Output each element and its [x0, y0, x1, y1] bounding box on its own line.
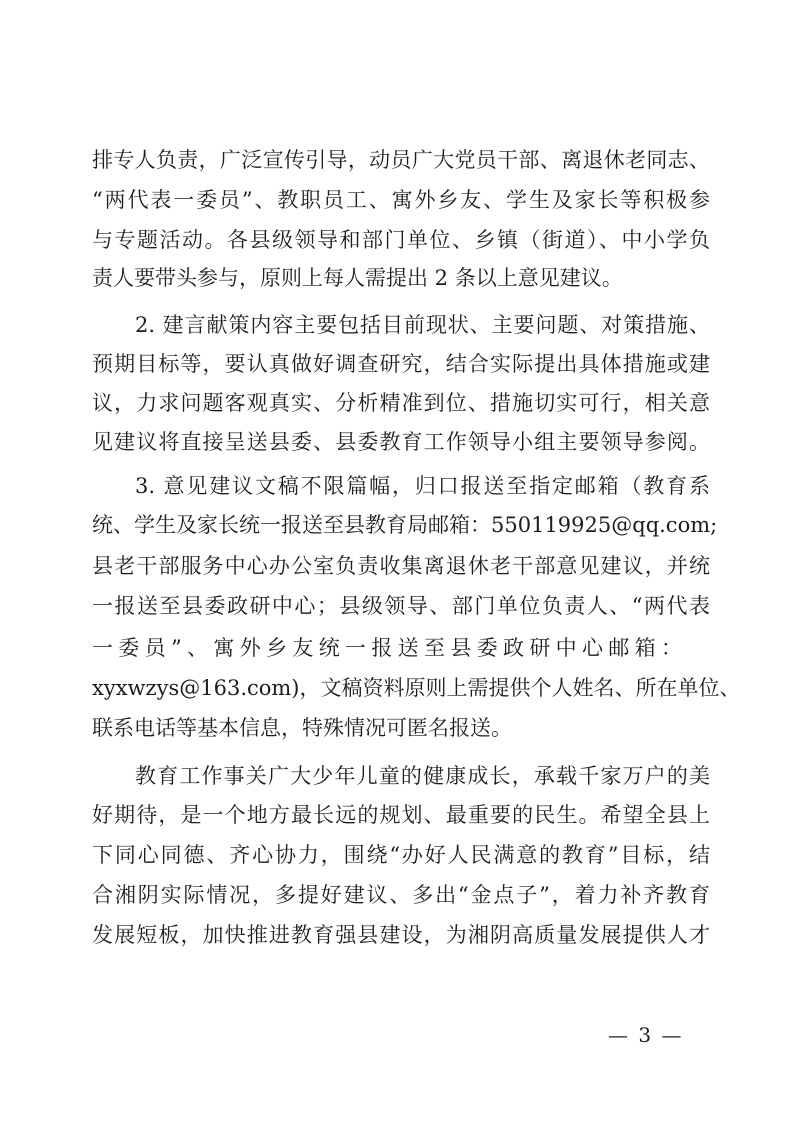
item-2-text-line: 2. 建言献策内容主要包括目前现状、主要问题、对策措施、	[135, 313, 710, 337]
page-number: — 3 —	[608, 1023, 684, 1047]
body-text-line: 排专人负责，广泛宣传引导，动员广大党员干部、离退休老同志、	[92, 148, 710, 172]
body-text-line: 合湘阴实际情况，多提好建议、多出“金点子”，着力补齐教育	[92, 883, 710, 907]
body-text-line: 下同心同德、齐心协力，围绕“办好人民满意的教育”目标，结	[92, 843, 710, 867]
body-text-line: 责人要带头参与，原则上每人需提出 2 条以上意见建议。	[92, 266, 623, 290]
body-text-line: 县老干部服务中心办公室负责收集离退休老干部意见建议，并统	[92, 554, 710, 578]
body-text-line: 好期待，是一个地方最长远的规划、最重要的民生。希望全县上	[92, 803, 710, 827]
body-text-line: xyxwzys@163.com)，文稿资料原则上需提供个人姓名、所在单位、	[92, 676, 741, 700]
body-text-line: 与专题活动。各县级领导和部门单位、乡镇（街道）、中小学负	[92, 228, 710, 252]
body-text-line: 预期目标等，要认真做好调查研究，结合实际提出具体措施或建	[92, 352, 710, 376]
body-text-line: 发展短板，加快推进教育强县建设，为湘阴高质量发展提供人才	[92, 923, 710, 947]
body-text-line: “两代表一委员”、教职员工、寓外乡友、学生及家长等积极参	[92, 188, 710, 212]
body-text-line: 一报送至县委政研中心；县级领导、部门单位负责人、“两代表	[92, 594, 710, 618]
body-text-line: 见建议将直接呈送县委、县委教育工作领导小组主要领导参阅。	[92, 430, 710, 454]
item-3-text-line: 3. 意见建议文稿不限篇幅，归口报送至指定邮箱（教育系	[135, 474, 710, 498]
closing-paragraph-line: 教育工作事关广大少年儿童的健康成长，承载千家万户的美	[135, 764, 710, 788]
body-text-line: 联系电话等基本信息，特殊情况可匿名报送。	[92, 716, 512, 740]
body-text-line: 一委员”、寓外乡友统一报送至县委政研中心邮箱：	[92, 636, 682, 660]
body-text-line: 统、学生及家长统一报送至县教育局邮箱：550119925@qq.com;	[92, 513, 718, 537]
body-text-line: 议，力求问题客观真实、分析精准到位、措施切实可行，相关意	[92, 391, 710, 415]
